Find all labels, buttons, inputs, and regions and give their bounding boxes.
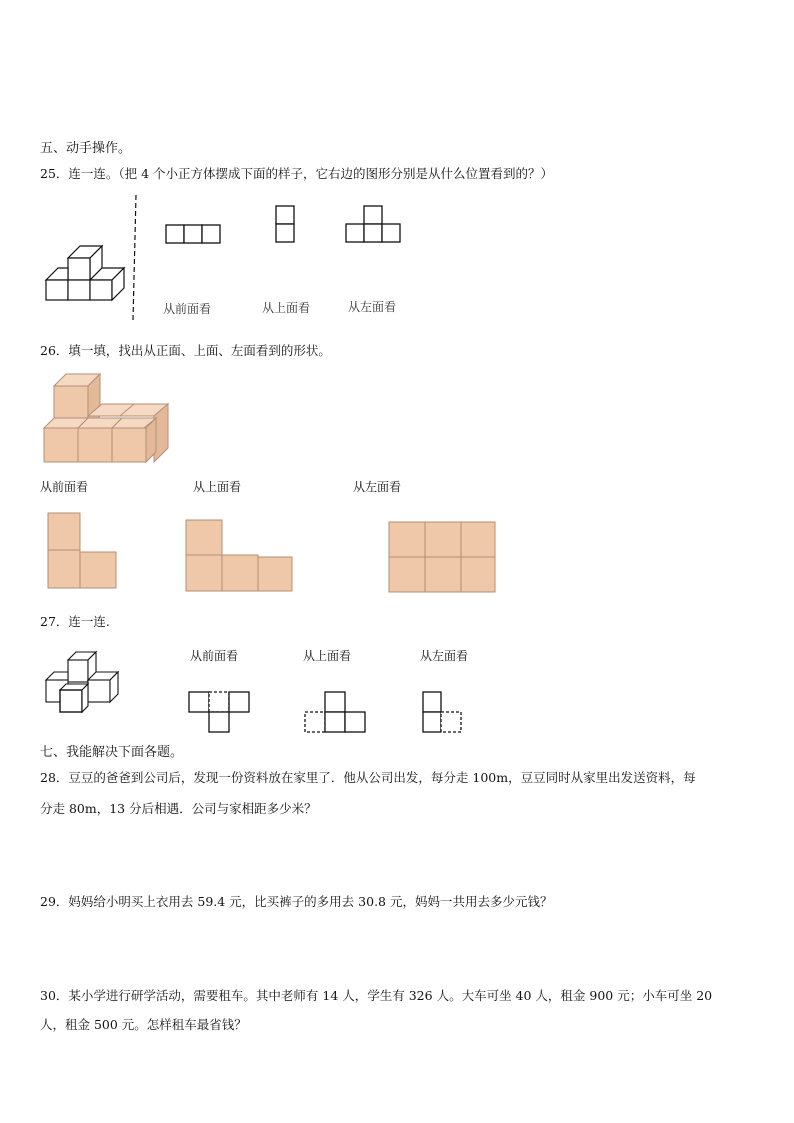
q25-view-front-row xyxy=(166,225,226,245)
q27-label-front: 从前面看 xyxy=(190,649,239,663)
section-title-7: 七、我能解决下面各题。 xyxy=(40,745,184,760)
q27-label-top: 从上面看 xyxy=(303,649,352,663)
q26-label-left: 从左面看 xyxy=(353,480,402,494)
q26-label-top: 从上面看 xyxy=(193,480,242,494)
q25-dashed-divider xyxy=(130,195,140,325)
q25-view-t-shape xyxy=(346,206,406,246)
q27-view-a xyxy=(189,692,251,736)
question-25-text: 25．连一连。（把 4 个小正方体摆成下面的样子，它右边的图形分别是从什么位置看到的？） xyxy=(40,166,554,181)
q25-cube-figure xyxy=(40,238,140,308)
q27-label-left: 从左面看 xyxy=(420,649,469,663)
q26-view-left xyxy=(389,522,497,594)
question-26-text: 26．填一填，找出从正面、上面、左面看到的形状。 xyxy=(40,343,331,358)
q26-label-front: 从前面看 xyxy=(40,480,89,494)
section-title-5: 五、动手操作。 xyxy=(40,141,132,156)
question-28-line-1: 28．豆豆的爸爸到公司后，发现一份资料放在家里了．他从公司出发，每分走 100m，豆豆同时从家里出发送资料，每 xyxy=(40,770,696,785)
q25-label-top: 从上面看 xyxy=(262,301,311,315)
q27-view-b xyxy=(305,692,367,736)
q26-cube-figure xyxy=(44,372,174,467)
q25-view-column xyxy=(276,206,296,246)
q26-view-top xyxy=(186,520,294,594)
question-27-text: 27．连一连. xyxy=(40,614,110,629)
q25-label-front: 从前面看 xyxy=(163,302,212,316)
q27-view-c xyxy=(423,692,467,736)
q27-cube-figure xyxy=(44,650,134,716)
question-28-line-2: 分走 80m，13 分后相遇．公司与家相距多少米？ xyxy=(40,801,317,816)
question-30-line-1: 30．某小学进行研学活动，需要租车。其中老师有 14 人，学生有 326 人。大车可坐 40 人，租金 900 元；小车可坐 20 xyxy=(40,988,713,1003)
q26-view-front xyxy=(48,513,120,591)
question-29-text: 29．妈妈给小明买上衣用去 59.4 元，比买裤子的多用去 30.8 元，妈妈一共用去多少元钱？ xyxy=(40,894,553,909)
q25-label-left: 从左面看 xyxy=(348,300,397,314)
question-30-line-2: 人，租金 500 元。怎样租车最省钱？ xyxy=(40,1017,247,1032)
